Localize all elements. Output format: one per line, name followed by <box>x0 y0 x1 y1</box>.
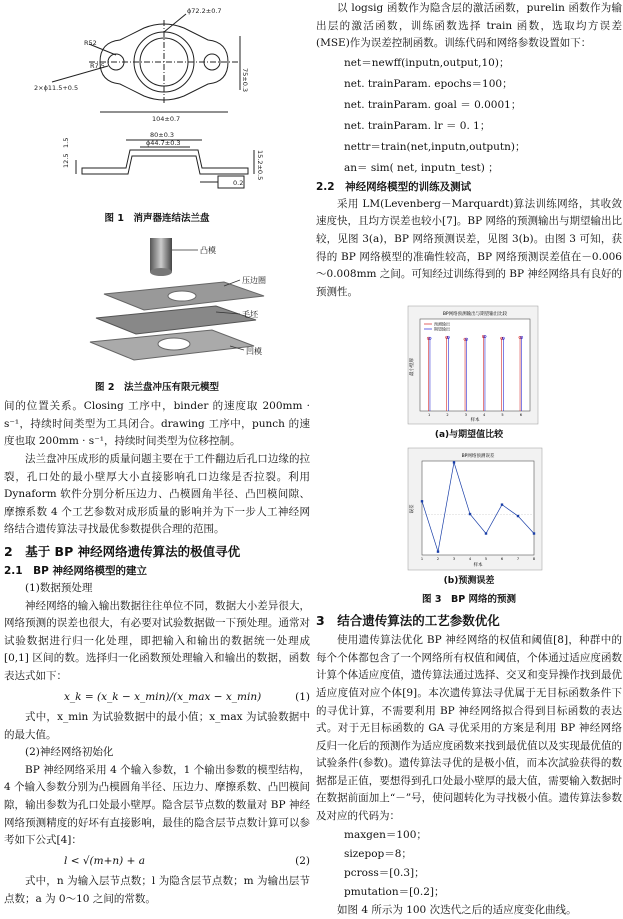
item-2-title: (2)神经网络初始化 <box>25 746 114 759</box>
right-column <box>316 0 622 919</box>
section-2-title: 2 基于 BP 神经网络遗传算法的极值寻优 <box>4 543 241 559</box>
fig1-dim-bottom: 104±0.7 <box>152 115 181 123</box>
fig3b-point <box>453 461 455 463</box>
fig2-label-binder: 压边圈 <box>242 275 266 285</box>
fig3a-x-tick: 3 <box>464 413 467 418</box>
left-paragraph-1: 间的位置关系。Closing 工序中，binder 的速度取 200mm · s⁻¹，持续时间类型为工具闭合。drawing 工序中，punch 的速度也取 200mm · s⁻¹，持续时间类型为位移控制。 <box>4 400 310 448</box>
code-line: nettr＝train(net,inputn,outputn)； <box>344 140 526 153</box>
code-line: net＝newff(inputn,output,10)； <box>344 56 510 69</box>
code-line: maxgen＝100； <box>344 828 427 841</box>
equation-1-body: x_k = (x_k − x_min)/(x_max − x_min) <box>64 690 262 703</box>
left-paragraph-3: 神经网络的输入输出数据往往单位不同，数据大小差异很大，网络预测的误差也很大，有必要对试验数据做一下预处理。通常对试验数据进行归一化处理，即把输入和输出的数据统一处理成 [0,1] 区间的数。选择归一化函数预处理输入和输出的数据，函数表达式如下： <box>4 599 310 682</box>
equation-2-number: (2) <box>295 854 310 867</box>
fig1-dim-r52: R52 <box>84 39 97 47</box>
fig3b-x-tick: 5 <box>484 556 488 561</box>
right-paragraph-4: 如图 4 所示为 100 次迭代之后的适应度变化曲线。 <box>337 903 577 916</box>
fig3b-point <box>485 532 487 534</box>
section-2-1-title: 2.1 BP 神经网络模型的建立 <box>4 564 147 577</box>
fig3b-title: BP网络预测误差 <box>461 453 495 459</box>
fig3b-point <box>501 503 503 505</box>
fig1-dim-secleft: 12.5 <box>62 153 70 168</box>
figure-1-caption: 图 1 消声器连结法兰盘 <box>104 213 210 224</box>
right-paragraph-2: 采用 LM(Levenberg－Marquardt)算法训练网络，其收敛速度快，且均方误差也较小[7]。BP 网络的预测输出与期望输出比较，见图 3(a)，BP 网络预测误差，见图 3(b)。由图 3 可知，获得的 BP 网络模型的准确性较高，BP 网络预测误差值在－0.006～0.008mm 之间。可知经过训练得到的 BP 神经网络具有良好的预测性。 <box>316 197 622 298</box>
fig2-label-die: 凹模 <box>246 346 262 356</box>
code-line: net. trainParam. lr ＝ 0. 1； <box>344 119 491 132</box>
left-column <box>4 0 310 909</box>
fig2-label-punch: 凸模 <box>200 245 216 255</box>
figure-3-caption: 图 3 BP 网络的预测 <box>422 593 516 605</box>
left-paragraph-6: 式中，n 为输入层节点数；l 为隐含层节点数；m 为输出层节点数；a 为 0～10 之间的常数。 <box>4 875 310 906</box>
right-paragraph-1: 以 logsig 函数作为隐含层的激活函数，purelin 函数作为输出层的激活函数，训练函数选择 train 函数，选取均方误差(MSE)作为误差控制函数。训练代码和网络参数设置如下： <box>316 2 622 50</box>
fig1-dim-secinner: ϕ44.7±0.3 <box>146 139 181 147</box>
fig3a-x-tick: 4 <box>483 413 486 418</box>
fig1-dim-rsmall: R7.5 <box>90 62 105 70</box>
fig1-dim-dtop: ϕ72.2±0.7 <box>187 7 222 15</box>
figure-3b-caption: (b)预测误差 <box>443 575 495 586</box>
equation-2 <box>4 853 310 871</box>
fig3a-xlabel: 样本 <box>470 418 480 424</box>
left-paragraph-5: BP 神经网络采用 4 个输入参数，1 个输出参数的模型结构，4 个输入参数分别为凸模圆角半径、压边力、摩擦系数、凸凹模间隙，输出参数为孔口处最小壁厚。隐含层节点数的数量对 BP 神经网络预测精度的好坏有直接影响，最佳的隐含层节点数计算可以参考如下公式[4]： <box>4 763 310 847</box>
fig3a-ylabel: 最小壁厚 <box>410 358 415 377</box>
fig3b-x-tick: 3 <box>452 556 456 561</box>
fig1-dim-right: 75±0.3 <box>241 68 249 93</box>
fig3a-legend-pred: 预测输出 <box>434 321 450 327</box>
code-line: net. trainParam. goal ＝ 0.0001； <box>344 98 522 111</box>
figure-3b-chart <box>316 447 622 573</box>
code-line: sizepop＝8； <box>344 847 412 860</box>
figure-1-drawing <box>4 0 310 210</box>
fig3a-x-tick: 5 <box>501 413 504 418</box>
code-line: pcross＝[0.3]； <box>344 866 425 879</box>
fig3b-ylabel: 误差 <box>410 504 415 514</box>
fig2-label-blank: 毛坯 <box>242 309 258 319</box>
equation-1-number: (1) <box>295 690 310 703</box>
fig1-dim-secleft2: 1.5 <box>62 137 70 148</box>
fig1-dim-hole: 2×ϕ11.5+0.5 <box>34 84 79 92</box>
code-line: net. trainParam. epochs＝100； <box>344 77 513 90</box>
fig3b-point <box>517 515 519 517</box>
fig3b-x-tick: 2 <box>436 556 440 561</box>
fig3a-legend-exp: 期望输出 <box>434 326 450 332</box>
ga-code-block <box>316 826 622 902</box>
section-2-2-title: 2.2 神经网络模型的训练及测试 <box>316 180 472 193</box>
fig3b-point <box>437 550 439 552</box>
fig3b-point <box>469 513 471 515</box>
fig3a-x-tick: 1 <box>428 413 431 418</box>
figure-3a-caption: (a)与期望值比较 <box>434 430 504 441</box>
equation-1 <box>4 689 310 707</box>
fig3b-x-tick: 7 <box>516 556 520 561</box>
left-paragraph-2: 法兰盘冲压成形的质量问题主要在于工件翻边后孔口边缘的拉裂，孔口处的最小壁厚大小直接影响孔口边缘是否拉裂。利用 Dynaform 软件分别分析压边力、凸模圆角半径、凸凹模间隙、摩擦系数 4 个工艺参数对成形质量的影响并为下一步人工神经网络结合遗传算法寻找最优参数提供合理的范围。 <box>4 452 310 536</box>
training-code-block <box>316 53 622 179</box>
equation-2-body: l < √(m+n) + a <box>64 854 145 867</box>
code-line: an＝ sim( net, inputn_test) ； <box>344 161 499 174</box>
figure-2-drawing <box>4 234 310 379</box>
fig3b-x-tick: 6 <box>500 556 504 561</box>
fig3a-x-tick: 2 <box>446 413 449 418</box>
fig3b-point <box>533 532 535 534</box>
fig3b-x-tick: 4 <box>468 556 472 561</box>
fig3b-xlabel: 样本 <box>473 562 483 568</box>
item-1-title: (1)数据预处理 <box>25 581 93 594</box>
fig3a-title: BP网络预测输出与期望输出比较 <box>442 312 508 318</box>
figure-3a-chart <box>316 305 622 427</box>
fig3b-x-tick: 1 <box>420 556 424 561</box>
code-line: pmutation＝[0.2]； <box>344 885 445 898</box>
figure-2-caption: 图 2 法兰盘冲压有限元模型 <box>95 381 219 393</box>
fig3b-x-tick: 8 <box>532 556 536 561</box>
right-paragraph-3: 使用遗传算法优化 BP 神经网络的权值和阈值[8]，种群中的每个个体都包含了一个网络所有权值和阈值，个体通过适应度函数计算个体适应度值，遗传算法通过选择、交叉和变异操作找到最优适应度值对应个体[9]。本次遗传算法寻优属于无目标函数条件下的寻优计算，不需要利用 BP 神经网络拟合得到目标函数的表达式。对于无目标函数的 GA 寻优采用的方案是利用 BP 神经网络反归一化后的预测作为适应度函数来找到最优值以及实现最优值的试验条件(参数)。遗传算法寻优的是极小值，而本次試验获得的数据都是正值，要想得到孔口处最小壁厚的最大值，需要输入数据时在数据前面加上“－”号，使问题转化为寻找极小值。遗传算法参数及对应的代码为： <box>316 634 622 823</box>
fig3b-point <box>421 500 423 502</box>
fig1-dim-sectop: 80±0.3 <box>150 131 175 139</box>
fig3a-x-tick: 6 <box>519 413 522 418</box>
fig1-dim-flat: 0.2 <box>233 179 244 187</box>
left-paragraph-4: 式中，x_min 为试验数据中的最小值；x_max 为试验数据中的最大值。 <box>4 711 310 741</box>
section-3-title: 3 结合遗传算法的工艺参数优化 <box>316 613 500 629</box>
fig1-dim-secright: 15.2±0.5 <box>256 150 264 181</box>
